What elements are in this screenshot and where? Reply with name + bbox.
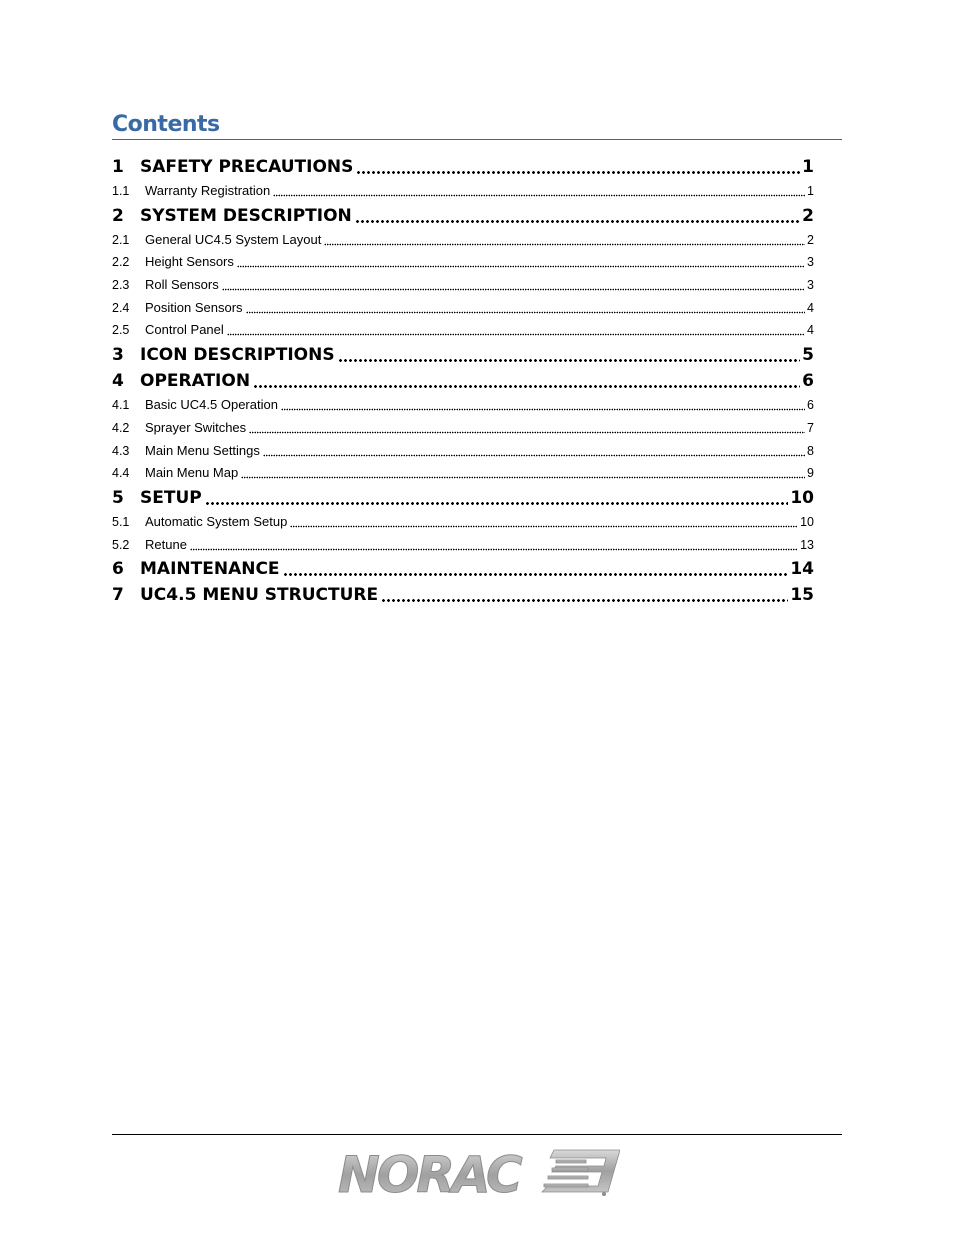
toc-section-entry[interactable] (112, 154, 814, 180)
toc-subsection-entry[interactable] (112, 534, 814, 557)
toc-entry-label: Warranty Registration (145, 183, 271, 198)
toc-entry-label: Height Sensors (145, 254, 234, 270)
toc-entry-label: Roll Sensors (145, 277, 219, 293)
toc-entry-page-number: 4 (807, 300, 814, 315)
toc-entry-number: 1 (112, 157, 124, 177)
toc-entry-number: 6 (112, 559, 124, 580)
toc-entry-number: 5.2 (112, 537, 130, 552)
toc-entry-label: Sprayer Switches (145, 419, 247, 435)
toc-section-entry[interactable] (112, 556, 814, 582)
toc-entry-label: Control Panel (145, 322, 224, 338)
toc-entry-number: 2.4 (112, 300, 130, 315)
toc-dot-leader (356, 154, 800, 180)
logo-text: NORAC (338, 1146, 520, 1198)
toc-entry-label: UC4.5 MENU STRUCTURE (140, 585, 379, 606)
toc-entry-number: 4.2 (112, 420, 130, 435)
toc-entry-number: 2.3 (112, 278, 130, 293)
toc-subsection-entry[interactable] (112, 440, 814, 463)
toc-entry-number: 2.1 (112, 232, 130, 247)
toc-entry-number: 3 (112, 345, 124, 366)
toc-entry-page-number: 4 (807, 323, 814, 338)
toc-dot-leader (290, 511, 798, 534)
toc-entry-label: Retune (145, 536, 187, 552)
toc-subsection-entry[interactable] (112, 297, 814, 320)
toc-entry-number: 4 (112, 371, 124, 392)
toc-subsection-entry[interactable] (112, 462, 814, 485)
logo-stripes-icon (542, 1150, 620, 1192)
toc-subsection-entry[interactable] (112, 180, 814, 203)
toc-entry-number: 2.2 (112, 255, 130, 270)
toc-dot-leader (227, 319, 805, 342)
toc-entry-number: 5.1 (112, 514, 130, 529)
toc-dot-leader (249, 417, 805, 440)
toc-entry-page-number: 9 (807, 466, 814, 481)
toc-entry-page-number: 1 (802, 157, 814, 177)
toc-entry-page-number: 14 (790, 559, 814, 580)
toc-entry-label: OPERATION (140, 371, 251, 392)
toc-dot-leader (355, 203, 800, 229)
toc-entry-page-number: 3 (807, 255, 814, 270)
toc-dot-leader (281, 394, 805, 417)
toc-section-entry[interactable] (112, 342, 814, 368)
toc-dot-leader (190, 534, 798, 557)
toc-section-entry[interactable] (112, 368, 814, 394)
toc-dot-leader (324, 229, 805, 252)
page-title: Contents (112, 112, 220, 137)
toc-entry-number: 4.4 (112, 466, 130, 481)
toc-entry-page-number: 2 (807, 232, 814, 247)
toc-dot-leader (283, 556, 789, 582)
toc-entry-label: ICON DESCRIPTIONS (140, 345, 335, 366)
toc-entry-page-number: 6 (802, 371, 814, 392)
toc-dot-leader (381, 582, 788, 608)
toc-entry-page-number: 5 (802, 345, 814, 366)
toc-dot-leader (205, 485, 789, 511)
toc-entry-page-number: 1 (807, 184, 814, 198)
toc-entry-number: 4.3 (112, 443, 130, 458)
toc-dot-leader (237, 251, 805, 274)
toc-entry-number: 4.1 (112, 398, 130, 413)
toc-entry-number: 2 (112, 205, 124, 226)
toc-entry-page-number: 8 (807, 443, 814, 458)
toc-subsection-entry[interactable] (112, 417, 814, 440)
toc-section-entry[interactable] (112, 203, 814, 229)
toc-entry-label: Automatic System Setup (145, 513, 288, 529)
toc-subsection-entry[interactable] (112, 511, 814, 534)
toc-dot-leader (273, 180, 805, 203)
toc-entry-label: Main Menu Settings (145, 442, 260, 458)
table-of-contents (112, 154, 814, 608)
toc-subsection-entry[interactable] (112, 229, 814, 252)
toc-entry-page-number: 13 (800, 537, 814, 552)
toc-dot-leader (253, 368, 800, 394)
toc-entry-number: 2.5 (112, 323, 130, 338)
toc-entry-page-number: 10 (800, 514, 814, 529)
toc-entry-label: SAFETY PRECAUTIONS (140, 157, 354, 177)
toc-entry-page-number: 10 (790, 487, 814, 508)
toc-entry-page-number: 15 (790, 585, 814, 606)
toc-entry-number: 1.1 (112, 184, 130, 198)
toc-section-entry[interactable] (112, 485, 814, 511)
toc-entry-label: SETUP (140, 487, 202, 508)
toc-entry-page-number: 7 (807, 420, 814, 435)
toc-entry-label: MAINTENANCE (140, 559, 280, 580)
toc-entry-label: SYSTEM DESCRIPTION (140, 205, 352, 226)
toc-entry-page-number: 6 (807, 398, 814, 413)
toc-entry-label: General UC4.5 System Layout (145, 231, 322, 247)
toc-entry-label: Main Menu Map (145, 465, 239, 481)
toc-subsection-entry[interactable] (112, 251, 814, 274)
toc-entry-number: 7 (112, 585, 124, 606)
toc-subsection-entry[interactable] (112, 319, 814, 342)
footer-divider (112, 1134, 842, 1135)
toc-section-entry[interactable] (112, 582, 814, 608)
toc-entry-number: 5 (112, 487, 124, 508)
toc-entry-label: Position Sensors (145, 299, 243, 315)
title-divider (112, 139, 842, 140)
toc-entry-page-number: 2 (802, 205, 814, 226)
toc-entry-page-number: 3 (807, 278, 814, 293)
toc-dot-leader (222, 274, 805, 297)
toc-entry-label: Basic UC4.5 Operation (145, 397, 278, 413)
norac-logo (336, 1146, 620, 1198)
toc-dot-leader (338, 342, 801, 368)
toc-dot-leader (263, 440, 805, 463)
toc-dot-leader (246, 297, 805, 320)
toc-subsection-entry[interactable] (112, 394, 814, 417)
toc-subsection-entry[interactable] (112, 274, 814, 297)
toc-dot-leader (241, 462, 805, 485)
